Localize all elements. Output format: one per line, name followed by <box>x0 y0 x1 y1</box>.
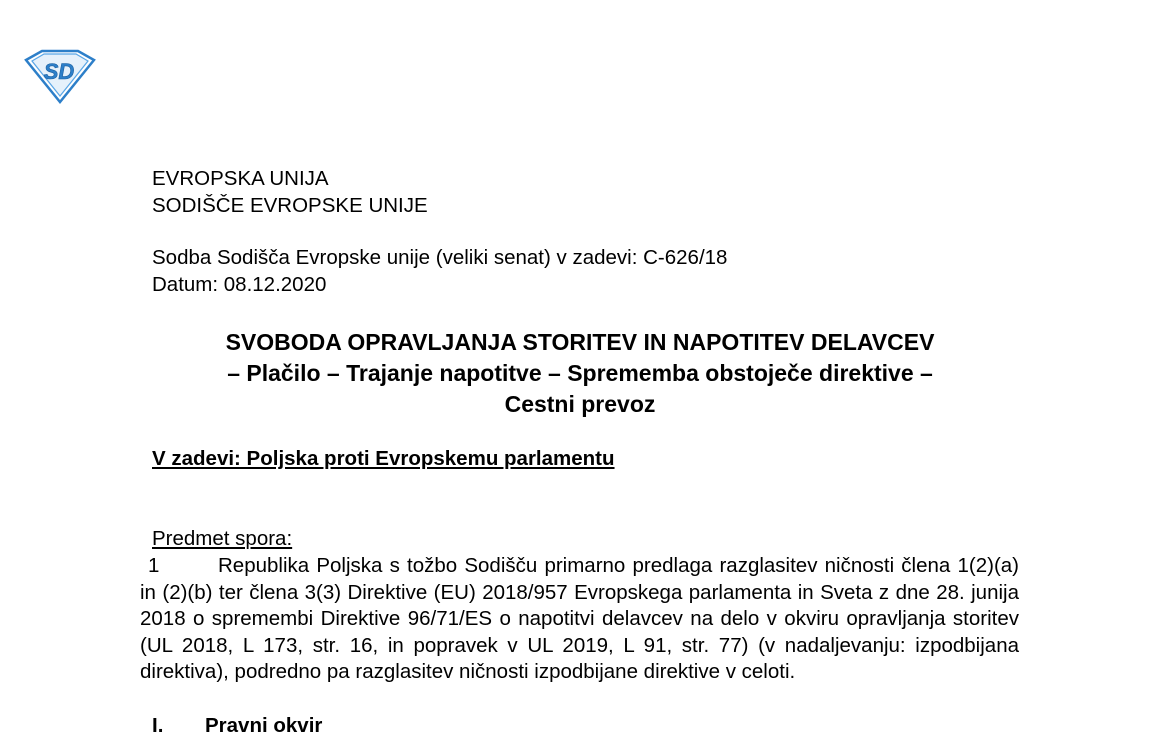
section-title: Pravni okvir <box>205 714 323 737</box>
case-date: Datum: 08.12.2020 <box>152 273 327 296</box>
title-line-3: Cestni prevoz <box>504 391 656 417</box>
document-header <box>152 165 428 219</box>
title-line-2: – Plačilo – Trajanje napotitve – Sprememba obstoječe direktive – <box>227 360 933 386</box>
case-info <box>152 244 727 298</box>
subject-heading: Predmet spora: <box>152 527 293 550</box>
in-matter-heading: V zadevi: Poljska proti Evropskemu parlamentu <box>152 447 615 470</box>
logo-text: SD <box>43 59 75 84</box>
header-line-eu: EVROPSKA UNIJA <box>152 167 329 190</box>
paragraph-number: 1 <box>148 554 160 577</box>
header-line-court: SODIŠČE EVROPSKE UNIJE <box>152 194 428 217</box>
case-reference: Sodba Sodišča Evropske unije (veliki senat) v zadevi: C-626/18 <box>152 246 728 269</box>
document-title <box>140 327 1020 420</box>
title-line-1: SVOBODA OPRAVLJANJA STORITEV IN NAPOTITEV DELAVCEV <box>225 329 935 355</box>
section-heading <box>152 714 322 738</box>
paragraph-text: Republika Poljska s tožbo Sodišču primarno predlaga razglasitev ničnosti člena 1(2)(a) in (2)(b) ter člena 3(3) Direktive (EU) 2018/957 Evropskega parlamenta in Sveta z dne 28. junija 2018 o spremembi Direktive 96/71/ES o napotitvi delavcev na delo v okviru opravljanja storitev (UL 2018, L 173, str. 16, in popravek v UL 2019, L 91, str. 77) (v nadaljevanju: izpodbijana direktiva), podredno pa razglasitev ničnosti izpodbijane direktive v celoti. <box>140 554 1019 683</box>
paragraph-1 <box>140 553 1019 686</box>
sd-shield-logo-icon <box>22 48 96 104</box>
section-number: I. <box>152 714 164 737</box>
